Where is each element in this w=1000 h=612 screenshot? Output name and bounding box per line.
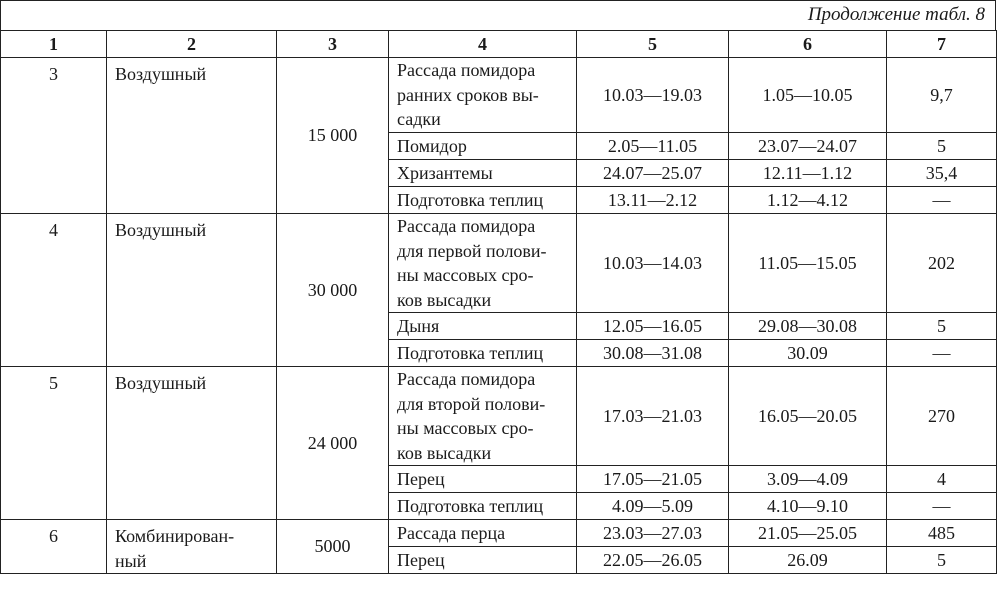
period-start: 10.03—14.03: [577, 214, 729, 313]
period-start: 13.11—2.12: [577, 187, 729, 214]
header-col-1: 1: [1, 31, 107, 58]
period-start: 4.09—5.09: [577, 493, 729, 520]
period-end: 26.09: [729, 547, 887, 574]
period-end: 1.12—4.12: [729, 187, 887, 214]
value-cell: 5: [887, 313, 997, 340]
value-cell: 4: [887, 466, 997, 493]
caption-text: Продолжение табл. 8: [807, 4, 985, 25]
period-end: 21.05—25.05: [729, 520, 887, 547]
value-cell: 5: [887, 547, 997, 574]
crop-line: садки: [397, 109, 441, 130]
heating-type: [107, 520, 277, 574]
value-cell: 270: [887, 367, 997, 466]
period-start: 17.05—21.05: [577, 466, 729, 493]
header-col-4: 4: [389, 31, 577, 58]
crop-line: для второй полови-: [397, 393, 546, 414]
period-end: 12.11—1.12: [729, 160, 887, 187]
type-line: Комбинирован-: [115, 526, 235, 546]
heating-type: Воздушный: [107, 214, 277, 367]
heating-type: Воздушный: [107, 367, 277, 520]
heating-type: Воздушный: [107, 58, 277, 214]
value-cell: 9,7: [887, 58, 997, 133]
crop-line: Рассада помидора: [397, 369, 536, 389]
crop-cell: Перец: [389, 547, 577, 574]
crop-cell: Дыня: [389, 313, 577, 340]
value-cell: 5: [887, 133, 997, 160]
period-start: 17.03—21.03: [577, 367, 729, 466]
crop-line: ранних сроков вы-: [397, 84, 539, 105]
table-row: [1, 214, 997, 313]
value-cell: 202: [887, 214, 997, 313]
value-cell: 35,4: [887, 160, 997, 187]
table-row: [1, 58, 997, 133]
type-line: ный: [115, 550, 147, 571]
crop-cell: Перец: [389, 466, 577, 493]
period-start: 2.05—11.05: [577, 133, 729, 160]
header-col-6: 6: [729, 31, 887, 58]
crop-line: ков высадки: [397, 442, 492, 463]
crop-cell: Подготовка теплиц: [389, 340, 577, 367]
period-end: 23.07—24.07: [729, 133, 887, 160]
period-start: 12.05—16.05: [577, 313, 729, 340]
period-end: 11.05—15.05: [729, 214, 887, 313]
crop-cell: Хризантемы: [389, 160, 577, 187]
row-number: 5: [1, 367, 107, 520]
row-number: 3: [1, 58, 107, 214]
period-end: 16.05—20.05: [729, 367, 887, 466]
period-start: 30.08—31.08: [577, 340, 729, 367]
crop-cell: [389, 214, 577, 313]
period-end: 30.09: [729, 340, 887, 367]
header-row: [1, 31, 997, 58]
value-cell: 485: [887, 520, 997, 547]
row-number: 4: [1, 214, 107, 367]
crop-cell: Подготовка теплиц: [389, 493, 577, 520]
period-start: 22.05—26.05: [577, 547, 729, 574]
area-value: 15 000: [277, 58, 389, 214]
crop-cell: Рассада перца: [389, 520, 577, 547]
crop-cell: Подготовка теплиц: [389, 187, 577, 214]
table-row: [1, 367, 997, 466]
period-start: 24.07—25.07: [577, 160, 729, 187]
area-value: 30 000: [277, 214, 389, 367]
crop-line: Рассада помидора: [397, 216, 536, 236]
table-caption: [0, 0, 996, 31]
period-end: 3.09—4.09: [729, 466, 887, 493]
period-end: 1.05—10.05: [729, 58, 887, 133]
period-end: 29.08—30.08: [729, 313, 887, 340]
crop-line: Рассада помидора: [397, 60, 536, 81]
value-cell: —: [887, 493, 997, 520]
crop-line: ков высадки: [397, 289, 492, 310]
period-start: 10.03—19.03: [577, 58, 729, 133]
crop-cell: [389, 58, 577, 133]
crop-line: для первой полови-: [397, 240, 547, 261]
period-end: 4.10—9.10: [729, 493, 887, 520]
table-row: [1, 520, 997, 547]
period-start: 23.03—27.03: [577, 520, 729, 547]
header-col-2: 2: [107, 31, 277, 58]
row-number: 6: [1, 520, 107, 574]
header-col-3: 3: [277, 31, 389, 58]
area-value: 24 000: [277, 367, 389, 520]
crop-cell: [389, 367, 577, 466]
crop-line: ны массовых сро-: [397, 265, 534, 285]
value-cell: —: [887, 340, 997, 367]
value-cell: —: [887, 187, 997, 214]
crop-cell: Помидор: [389, 133, 577, 160]
crop-line: ны массовых сро-: [397, 418, 534, 438]
data-table: [0, 30, 997, 574]
header-col-7: 7: [887, 31, 997, 58]
area-value: 5000: [277, 520, 389, 574]
header-col-5: 5: [577, 31, 729, 58]
